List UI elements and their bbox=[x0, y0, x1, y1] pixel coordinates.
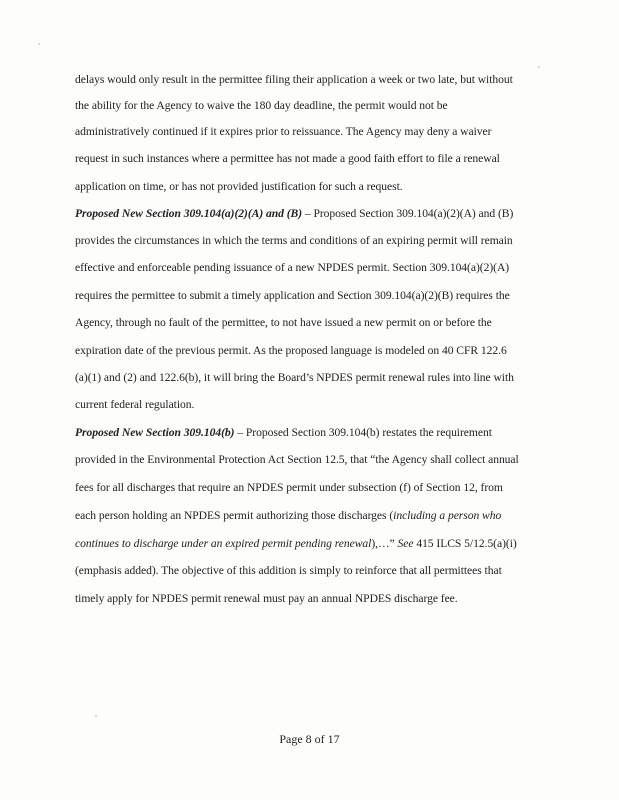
section-heading: Proposed New Section 309.104(b) bbox=[75, 426, 235, 439]
body-line: the ability for the Agency to waive the 180 day deadline, the permit would not be bbox=[75, 99, 448, 112]
body-text: ),…” bbox=[371, 537, 398, 550]
body-line: administratively continued if it expires prior to reissuance. The Agency may deny a waiver bbox=[75, 125, 492, 138]
body-line: requires the permittee to submit a timely application and Section 309.104(a)(2)(B) requires the bbox=[75, 289, 510, 302]
scan-speck bbox=[95, 715, 97, 717]
body-line: expiration date of the previous permit. As the proposed language is modeled on 40 CFR 122.6 bbox=[75, 344, 507, 357]
body-line: (emphasis added). The objective of this addition is simply to reinforce that all permittees that bbox=[75, 564, 502, 577]
citation-signal: See bbox=[397, 537, 414, 550]
italic-text: continues to discharge under an expired permit pending renewal bbox=[75, 537, 372, 550]
body-text: each person holding an NPDES permit authorizing those discharges ( bbox=[75, 509, 394, 522]
section-heading-line bbox=[75, 426, 492, 439]
body-line: provides the circumstances in which the terms and conditions of an expiring permit will remain bbox=[75, 234, 513, 247]
body-line: effective and enforceable pending issuance of a new NPDES permit. Section 309.104(a)(2)(A) bbox=[75, 261, 510, 274]
body-line: provided in the Environmental Protection Act Section 12.5, that “the Agency shall collect annual bbox=[75, 453, 519, 466]
citation-text: 415 ILCS 5/12.5(a)(i) bbox=[413, 537, 517, 550]
body-line bbox=[75, 537, 517, 550]
body-line: current federal regulation. bbox=[75, 398, 195, 411]
body-text: – Proposed Section 309.104(a)(2)(A) and (B) bbox=[302, 207, 514, 220]
page-number: Page 8 of 17 bbox=[279, 732, 340, 746]
body-line: timely apply for NPDES permit renewal must pay an annual NPDES discharge fee. bbox=[75, 592, 458, 605]
body-line: request in such instances where a permittee has not made a good faith effort to file a renewal bbox=[75, 152, 500, 165]
body-line: fees for all discharges that require an NPDES permit under subsection (f) of Section 12, from bbox=[75, 481, 503, 494]
body-line: application on time, or has not provided justification for such a request. bbox=[75, 180, 403, 193]
body-line: (a)(1) and (2) and 122.6(b), it will bring the Board’s NPDES permit renewal rules into line with bbox=[75, 371, 514, 384]
scan-speck bbox=[538, 66, 540, 68]
body-line bbox=[75, 509, 501, 522]
section-heading-line bbox=[75, 207, 513, 220]
body-line: delays would only result in the permittee filing their application a week or two late, but without bbox=[75, 73, 513, 86]
italic-text: including a person who bbox=[393, 509, 502, 522]
body-line: Agency, through no fault of the permittee, to not have issued a new permit on or before the bbox=[75, 316, 492, 329]
scan-speck bbox=[38, 43, 40, 45]
section-heading: Proposed New Section 309.104(a)(2)(A) and (B) bbox=[75, 207, 303, 220]
body-text: – Proposed Section 309.104(b) restates the requirement bbox=[234, 426, 492, 439]
